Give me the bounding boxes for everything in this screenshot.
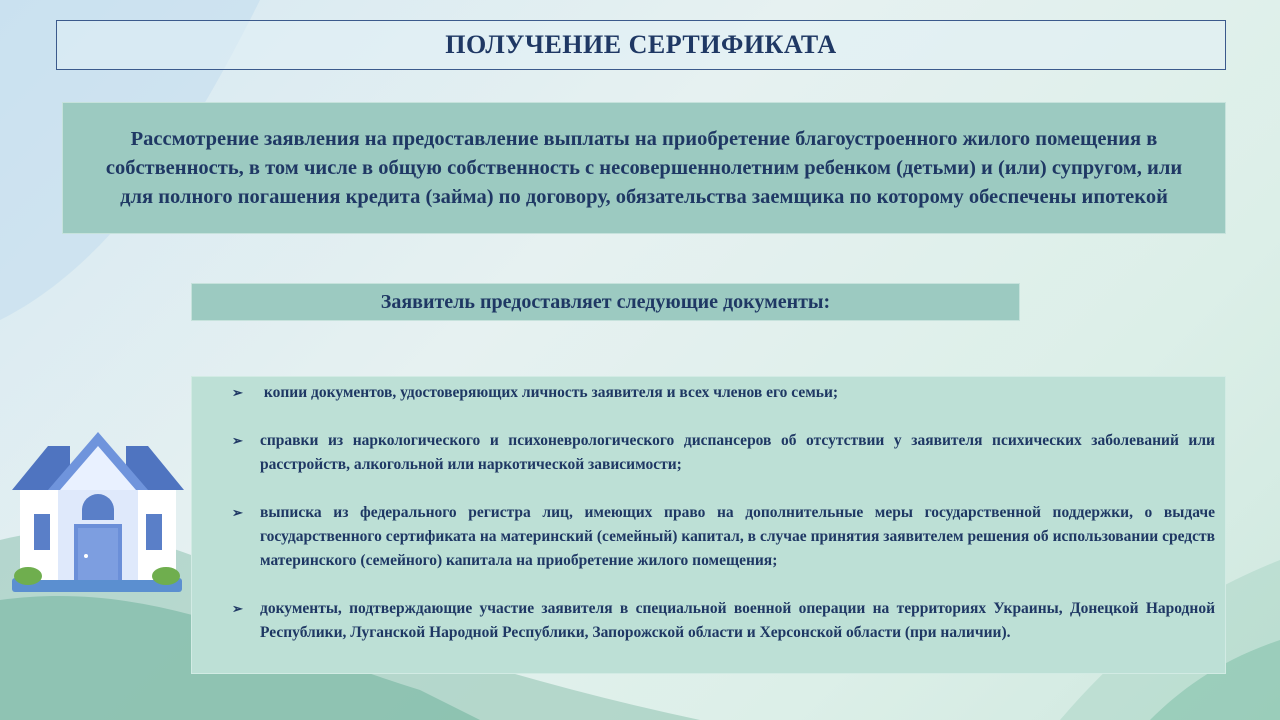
documents-header: Заявитель предоставляет следующие документы: (380, 290, 831, 313)
arrow-bullet-icon: ➢ (232, 505, 243, 520)
list-item-text: справки из наркологического и психоневрологического диспансеров об отсутствии у заявителя психических заболеваний или расстройств, алкогольной или наркотической зависимости; (260, 432, 1215, 473)
list-item-text: копии документов, удостоверяющих личность заявителя и всех членов его семьи; (260, 384, 839, 401)
page-title: ПОЛУЧЕНИЕ СЕРТИФИКАТА (445, 30, 837, 59)
arrow-bullet-icon: ➢ (232, 601, 243, 616)
documents-header-box (191, 283, 1020, 321)
list-item-text: выписка из федерального регистра лиц, имеющих право на дополнительные меры государственной поддержки, о выдаче государственного сертификата на материнский (семейный) капитал, в случае принятия заявителем решения об использовании средств материнского (семейного) капитала на приобретение жилого помещения; (260, 504, 1215, 569)
subject-text: Рассмотрение заявления на предоставление выплаты на приобретение благоустроенного жилого помещения в собственность, в том числе в общую собственность с несовершеннолетним ребенком (детьми) и (или) супругом, или для полного погашения кредита (займа) по договору, обязательства заемщика по которому обеспечены ипотекой (105, 127, 1183, 208)
list-item-text: документы, подтверждающие участие заявителя в специальной военной операции на территориях Украины, Донецкой Народной Республики, Луганской Народной Республики, Запорожской области и Херсонской области (при наличии). (260, 600, 1215, 641)
list-item (232, 501, 1215, 573)
house-icon (8, 428, 188, 600)
list-item (232, 597, 1215, 645)
arrow-bullet-icon: ➢ (232, 433, 243, 448)
title-box (56, 20, 1226, 70)
arrow-bullet-icon: ➢ (232, 385, 243, 400)
subject-box (62, 102, 1226, 234)
list-item (232, 381, 1215, 405)
list-item (232, 429, 1215, 477)
documents-list (191, 376, 1226, 674)
